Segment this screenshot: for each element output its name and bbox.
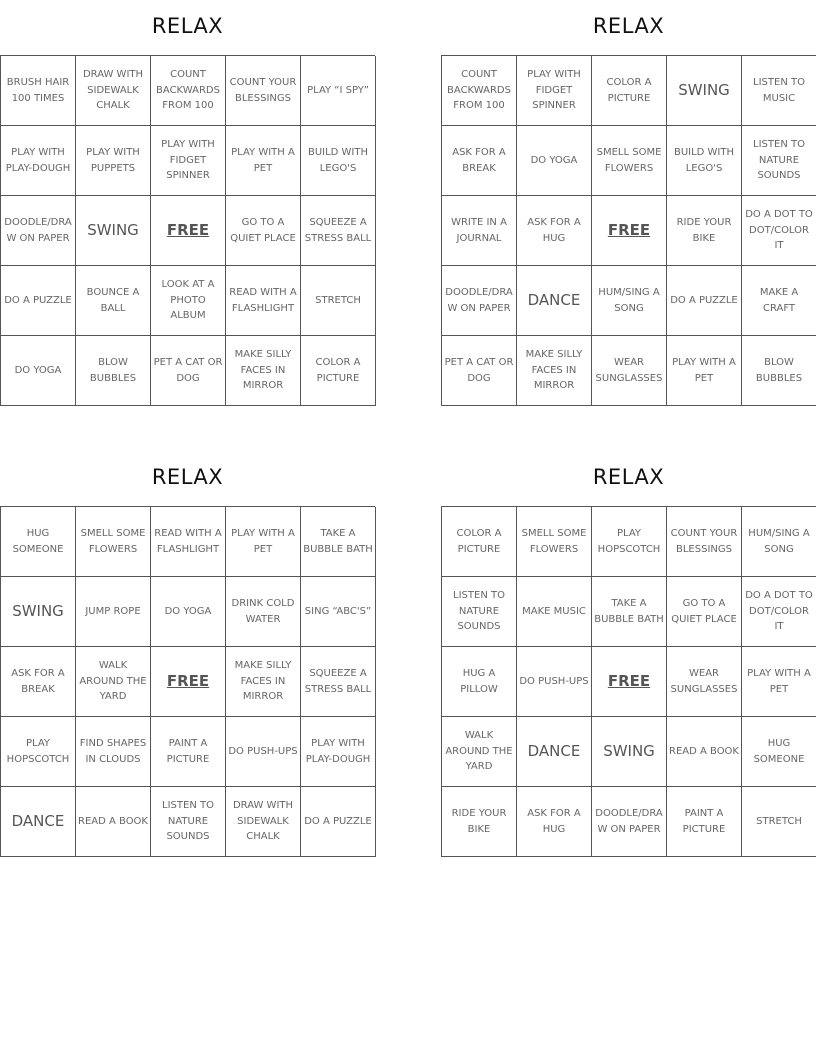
- bingo-cell: MAKE SILLY FACES IN MIRROR: [517, 336, 592, 406]
- bingo-cell: COUNT YOUR BLESSINGS: [667, 507, 742, 577]
- bingo-cell: MAKE MUSIC: [517, 577, 592, 647]
- bingo-cell: PLAY WITH A PET: [742, 647, 816, 717]
- bingo-cell: GO TO A QUIET PLACE: [226, 196, 301, 266]
- bingo-cell: DO YOGA: [151, 577, 226, 647]
- bingo-cell: MAKE SILLY FACES IN MIRROR: [226, 647, 301, 717]
- bingo-cell: WRITE IN A JOURNAL: [442, 196, 517, 266]
- bingo-cell: LISTEN TO NATURE SOUNDS: [442, 577, 517, 647]
- bingo-cell: ASK FOR A BREAK: [1, 647, 76, 717]
- bingo-cell: BUILD WITH LEGO'S: [667, 126, 742, 196]
- bingo-cell: FIND SHAPES IN CLOUDS: [76, 717, 151, 787]
- bingo-cell: READ A BOOK: [76, 787, 151, 857]
- bingo-cell: PLAY WITH PLAY-DOUGH: [1, 126, 76, 196]
- bingo-cell: COLOR A PICTURE: [592, 56, 667, 126]
- card-title: RELAX: [151, 465, 224, 489]
- free-space-cell: FREE: [151, 196, 226, 266]
- bingo-cell: SING “ABC'S”: [301, 577, 376, 647]
- bingo-cell: SMELL SOME FLOWERS: [76, 507, 151, 577]
- bingo-cell: DO PUSH-UPS: [226, 717, 301, 787]
- bingo-cell: RIDE YOUR BIKE: [442, 787, 517, 857]
- bingo-cell: WEAR SUNGLASSES: [667, 647, 742, 717]
- bingo-cell: DO YOGA: [517, 126, 592, 196]
- bingo-cell: PLAY “I SPY”: [301, 56, 376, 126]
- bingo-cell: SMELL SOME FLOWERS: [592, 126, 667, 196]
- bingo-cell: DRAW WITH SIDEWALK CHALK: [226, 787, 301, 857]
- bingo-cell: GO TO A QUIET PLACE: [667, 577, 742, 647]
- bingo-cell: DO A DOT TO DOT/COLOR IT: [742, 577, 816, 647]
- bingo-cell: BOUNCE A BALL: [76, 266, 151, 336]
- bingo-cell: MAKE A CRAFT: [742, 266, 816, 336]
- free-space-cell: FREE: [592, 196, 667, 266]
- bingo-cell: BLOW BUBBLES: [76, 336, 151, 406]
- bingo-cell: DO YOGA: [1, 336, 76, 406]
- bingo-cell: READ A BOOK: [667, 717, 742, 787]
- bingo-grid: [441, 55, 816, 406]
- bingo-cell: TAKE A BUBBLE BATH: [301, 507, 376, 577]
- bingo-cell: READ WITH A FLASHLIGHT: [151, 507, 226, 577]
- bingo-cell: SQUEEZE A STRESS BALL: [301, 647, 376, 717]
- bingo-cell: HUG SOMEONE: [1, 507, 76, 577]
- bingo-cell: WEAR SUNGLASSES: [592, 336, 667, 406]
- bingo-cell: PAINT A PICTURE: [667, 787, 742, 857]
- bingo-cell: LISTEN TO MUSIC: [742, 56, 816, 126]
- bingo-cell: ASK FOR A BREAK: [442, 126, 517, 196]
- bingo-cell: DANCE: [517, 717, 592, 787]
- bingo-cell: DOODLE/DRAW ON PAPER: [1, 196, 76, 266]
- bingo-cell: HUM/SING A SONG: [592, 266, 667, 336]
- bingo-cell: LISTEN TO NATURE SOUNDS: [151, 787, 226, 857]
- bingo-cell: ASK FOR A HUG: [517, 787, 592, 857]
- bingo-grid: [441, 506, 816, 857]
- bingo-cell: HUG SOMEONE: [742, 717, 816, 787]
- bingo-cell: DANCE: [517, 266, 592, 336]
- bingo-cell: DANCE: [1, 787, 76, 857]
- bingo-cell: TAKE A BUBBLE BATH: [592, 577, 667, 647]
- bingo-cell: DO A PUZZLE: [667, 266, 742, 336]
- card-title: RELAX: [592, 14, 665, 38]
- bingo-cell: COUNT BACKWARDS FROM 100: [151, 56, 226, 126]
- bingo-cell: SWING: [76, 196, 151, 266]
- bingo-cell: DOODLE/DRAW ON PAPER: [592, 787, 667, 857]
- bingo-cell: SMELL SOME FLOWERS: [517, 507, 592, 577]
- bingo-cell: PLAY WITH A PET: [667, 336, 742, 406]
- bingo-cell: RIDE YOUR BIKE: [667, 196, 742, 266]
- bingo-cell: DO A DOT TO DOT/COLOR IT: [742, 196, 816, 266]
- bingo-cell: SWING: [667, 56, 742, 126]
- bingo-cell: DO A PUZZLE: [1, 266, 76, 336]
- bingo-cell: COLOR A PICTURE: [442, 507, 517, 577]
- card-title: RELAX: [151, 14, 224, 38]
- bingo-cell: PLAY WITH PUPPETS: [76, 126, 151, 196]
- bingo-cell: PAINT A PICTURE: [151, 717, 226, 787]
- bingo-cell: PLAY WITH A PET: [226, 507, 301, 577]
- bingo-cell: MAKE SILLY FACES IN MIRROR: [226, 336, 301, 406]
- bingo-cell: READ WITH A FLASHLIGHT: [226, 266, 301, 336]
- bingo-cell: DRAW WITH SIDEWALK CHALK: [76, 56, 151, 126]
- bingo-cell: ASK FOR A HUG: [517, 196, 592, 266]
- bingo-cell: LISTEN TO NATURE SOUNDS: [742, 126, 816, 196]
- bingo-cell: LOOK AT A PHOTO ALBUM: [151, 266, 226, 336]
- bingo-cell: COLOR A PICTURE: [301, 336, 376, 406]
- bingo-cell: PLAY WITH PLAY-DOUGH: [301, 717, 376, 787]
- free-space-cell: FREE: [592, 647, 667, 717]
- bingo-cell: WALK AROUND THE YARD: [442, 717, 517, 787]
- bingo-cell: SWING: [592, 717, 667, 787]
- bingo-cell: HUM/SING A SONG: [742, 507, 816, 577]
- bingo-cell: WALK AROUND THE YARD: [76, 647, 151, 717]
- bingo-cell: SQUEEZE A STRESS BALL: [301, 196, 376, 266]
- bingo-cell: DO A PUZZLE: [301, 787, 376, 857]
- free-space-cell: FREE: [151, 647, 226, 717]
- bingo-cell: COUNT YOUR BLESSINGS: [226, 56, 301, 126]
- bingo-cell: DRINK COLD WATER: [226, 577, 301, 647]
- bingo-cell: BRUSH HAIR 100 TIMES: [1, 56, 76, 126]
- bingo-cell: BUILD WITH LEGO'S: [301, 126, 376, 196]
- bingo-cell: STRETCH: [742, 787, 816, 857]
- bingo-cell: PET A CAT OR DOG: [151, 336, 226, 406]
- bingo-grid: [0, 55, 375, 406]
- bingo-cell: PLAY WITH FIDGET SPINNER: [151, 126, 226, 196]
- bingo-cell: HUG A PILLOW: [442, 647, 517, 717]
- bingo-grid: [0, 506, 375, 857]
- bingo-cell: PLAY HOPSCOTCH: [592, 507, 667, 577]
- bingo-cell: BLOW BUBBLES: [742, 336, 816, 406]
- bingo-cell: JUMP ROPE: [76, 577, 151, 647]
- bingo-cell: SWING: [1, 577, 76, 647]
- bingo-cell: COUNT BACKWARDS FROM 100: [442, 56, 517, 126]
- bingo-cell: DOODLE/DRAW ON PAPER: [442, 266, 517, 336]
- card-title: RELAX: [592, 465, 665, 489]
- bingo-cell: PET A CAT OR DOG: [442, 336, 517, 406]
- bingo-cell: DO PUSH-UPS: [517, 647, 592, 717]
- bingo-cell: PLAY WITH FIDGET SPINNER: [517, 56, 592, 126]
- bingo-cell: PLAY WITH A PET: [226, 126, 301, 196]
- bingo-cell: PLAY HOPSCOTCH: [1, 717, 76, 787]
- bingo-cell: STRETCH: [301, 266, 376, 336]
